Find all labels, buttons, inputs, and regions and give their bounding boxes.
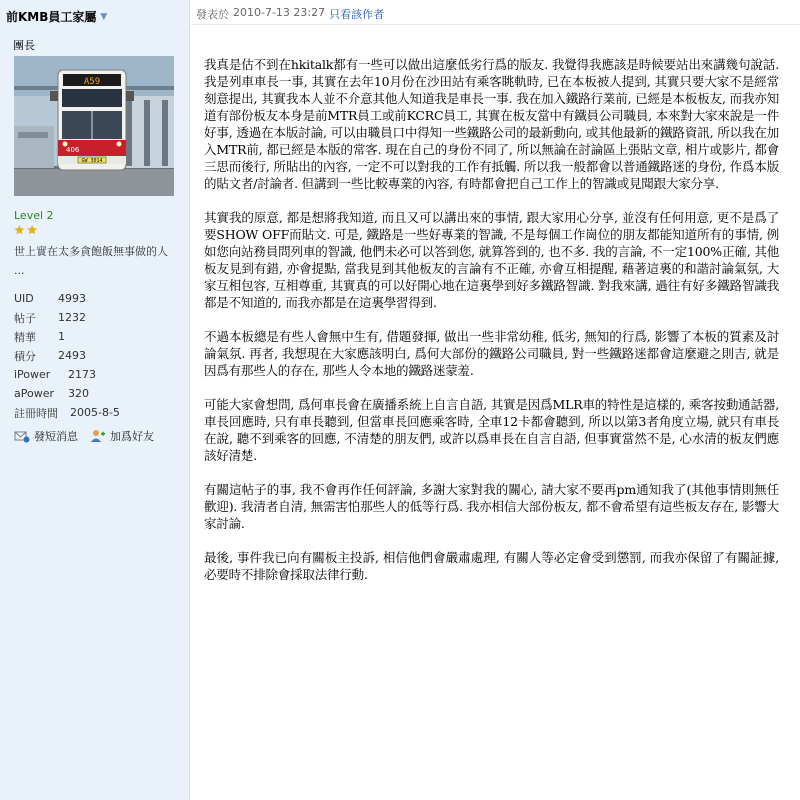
header-divider xyxy=(191,24,800,25)
stat-label: aPower xyxy=(14,387,54,400)
svg-text:A59: A59 xyxy=(83,77,101,87)
posted-label: 發表於 xyxy=(196,8,229,21)
stat-label: 精華 xyxy=(14,330,36,344)
stat-value: 2173 xyxy=(68,368,96,381)
rank-stars xyxy=(14,223,38,237)
user-actions xyxy=(14,428,154,444)
stat-label: 積分 xyxy=(14,349,36,363)
stat-register-date xyxy=(14,403,120,422)
post-paragraph: 最後, 事件我已向有關板主投訴, 相信他們會嚴肅處理, 有關人等必定會受到懲罰, 而我亦保留了有關証據, 必要時不排除會採取法律行動. xyxy=(204,550,779,582)
post-meta xyxy=(196,6,384,22)
stat-label: UID xyxy=(14,292,34,305)
stat-value: 1232 xyxy=(58,311,86,324)
bus-photo xyxy=(14,56,174,196)
add-friend-button[interactable] xyxy=(90,428,154,444)
post-timestamp: 2010-7-13 23:27 xyxy=(233,6,326,19)
stat-label: 註冊時間 xyxy=(14,406,58,420)
stat-label: iPower xyxy=(14,368,51,381)
user-stats xyxy=(14,289,120,422)
post-content xyxy=(204,56,779,600)
message-icon xyxy=(14,429,30,443)
star-icon: ★ xyxy=(14,223,25,237)
post-paragraph: 其實我的原意, 都是想將我知道, 而且又可以講出來的事情, 跟大家用心分享, 並沒有任何用意, 更不是爲了要SHOW OFF而貼文. 可是, 鐵路是一些好專業的智識, 不是每個工作崗位的朋友都能知道所有的事情, 例如您向站務員問列車的智識, 他們未必可以答到您, 就算答到的, 也不多. 我的言論, 不一定100%正確, 其他板友見到有錯, 亦會提點, 當我見到其他板友的言論有不正確, 亦會互相提醒, 藉著這裏的和諧討論氣氛, 大家互相包容, 互相尊重, 其實真的可以好開心地在這裏學到好多鐵路智識. 對我來講, 過往有好多鐵路智識我都是不知道的, 而我亦都是在這裏學習得到. xyxy=(204,210,779,310)
chevron-down-icon[interactable]: ▼ xyxy=(100,11,108,22)
add-friend-label[interactable]: 加爲好友 xyxy=(110,430,154,443)
avatar xyxy=(14,56,174,196)
post-paragraph: 我真是估不到在hkitalk都有一些可以做出這麼低劣行爲的版友. 我覺得我應該是時候要站出來講幾句說話. 我是列車車長一事, 其實在去年10月份在沙田站有乘客眺軌時, 已在本板被人提到, 其實只要大家不是經常刻意提出, 其實我本人並不介意其他人知道我是車長一事. 我在加入鐵路行業前, 已經是本板板友, 而我亦知道有部份板友本身是前MTR員工或前KCRC員工, 其實在板友當中有鐵員公司職員, 本來對大家來說是一件好事, 透過在本版討論, 可以由職員口中得知一些鐵路公司的最新動向, 或其他最新的鐵路資訊, 所以我在加入MTR前, 都已經是本版的常客. 現在自己的身份不同了, 所以無論在討論區上張貼文章, 相片或影片, 都會三思而後行, 所貼出的內容, 一定不可以對我的工作有抵觸. 所以我一般都會以普通鐵路迷的身份, 作爲本版的貼文者/討論者. 但講到一些比較專業的內容, 有時都會把自己工作上的智識或見聞跟大家分享. xyxy=(204,57,779,191)
add-friend-icon xyxy=(90,429,106,443)
svg-text:406: 406 xyxy=(66,146,80,154)
user-sidebar xyxy=(0,0,190,800)
user-motto: 世上實在太多貪飽飯無事做的人 ... xyxy=(14,245,168,277)
send-message-label[interactable]: 發短消息 xyxy=(34,430,78,443)
stat-apower xyxy=(14,384,120,403)
post-paragraph: 不過本板總是有些人會無中生有, 借題發揮, 做出一些非常幼稚, 低劣, 無知的行爲, 影響了本板的質素及討論氣氛. 再者, 我想現在大家應該明白, 爲何大部份的鐵路公司職員, 對一些鐵路迷都會這麼避之則吉, 就是因爲有那些人的存在, 那些人令本地的鐵路迷蒙羞. xyxy=(204,329,779,378)
stat-value: 4993 xyxy=(58,292,86,305)
stat-label: 帖子 xyxy=(14,311,36,325)
stat-uid xyxy=(14,289,120,308)
stat-value: 2493 xyxy=(58,349,86,362)
post-paragraph: 可能大家會想問, 爲何車長會在廣播系統上自言自語, 其實是因爲MLR車的特性是這樣的, 乘客按動通話器, 車長回應時, 只有車長聽到, 但當車長回應乘客時, 全車12卡都會聽到, 所以以第3者角度立場, 就只有車長在說, 聽不到乘客的回應, 不清楚的朋友們, 或許以爲車長在自言自語, 但事實當然不是, 心水清的板友們應該好清楚. xyxy=(204,397,779,463)
stat-value: 320 xyxy=(68,387,89,400)
svg-text:GW 3014: GW 3014 xyxy=(81,158,103,164)
username[interactable]: 前KMB員工家屬 xyxy=(6,10,97,24)
send-message-button[interactable] xyxy=(14,428,78,444)
stat-ipower xyxy=(14,365,120,384)
user-level: Level 2 xyxy=(14,209,54,222)
stat-posts xyxy=(14,308,120,327)
user-rank-title: 團長 xyxy=(13,39,35,52)
stat-digest xyxy=(14,327,120,346)
stat-value: 2005-8-5 xyxy=(70,406,120,419)
username-row[interactable] xyxy=(6,8,107,25)
stat-value: 1 xyxy=(58,330,65,343)
post-paragraph: 有關這帖子的事, 我不會再作任何評論, 多謝大家對我的關心, 請大家不要再pm通知我了(其他事情則無任歡迎). 我清者自清, 無需害怕那些人的低等行爲. 我亦相信大部份板友, 都不會希望有這些板友存在, 影響大家討論. xyxy=(204,482,779,531)
author-only-link[interactable]: 只看該作者 xyxy=(329,8,385,21)
stat-credits xyxy=(14,346,120,365)
star-icon: ★ xyxy=(26,223,38,237)
